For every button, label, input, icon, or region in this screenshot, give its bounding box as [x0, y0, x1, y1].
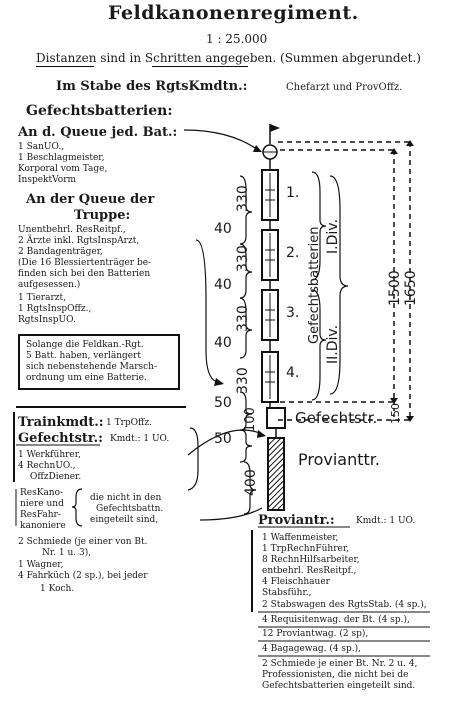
proviant-staff: Kmdt.: 1 UO. [356, 516, 416, 526]
proviant-line: 2 Schmiede je einer Bt. Nr. 2 u. 4, [262, 659, 418, 669]
note-line: sich nebenstehende Marsch- [26, 362, 158, 372]
battery-4 [262, 352, 278, 402]
queue-truppe-line: 2 Ärzte inkl. RgtsInspArzt, [18, 236, 140, 246]
group-label: Gefechtsbatterien [307, 226, 322, 344]
proviant-line: entbehrl. ResReitpf., [262, 566, 357, 576]
queue-bat-line: 1 SanUO., [18, 142, 65, 152]
battery-3 [262, 290, 278, 340]
brace-right-line: eingeteilt sind, [90, 515, 159, 525]
battery-length-label: 330 [235, 367, 251, 394]
queue-truppe-line: 1 RgtsInspOffz., [18, 304, 92, 314]
train-line: 4 RechnUO., [18, 461, 76, 471]
brace-left-line: kanoniere [20, 521, 66, 531]
distance-150: 150 [389, 403, 402, 424]
train-line2: Nr. 1 u. 3), [42, 548, 92, 558]
proviant-heading: Proviantr.: [258, 513, 335, 528]
distance-1500: 1500 [387, 270, 403, 306]
brace-right-line: die nicht in den [90, 493, 162, 503]
queue-bat-line: InspektVorm [18, 175, 77, 185]
gefechtstr-staff: Kmdt.: 1 UO. [110, 434, 170, 444]
page-title: Feldkanonenregiment. [108, 2, 359, 24]
proviant-line: 8 RechnHilfsarbeiter, [262, 555, 360, 565]
proviant-line: 1 TrpRechnFührer, [262, 544, 350, 554]
queue-truppe-line: 2 Bandagenträger, [18, 247, 103, 257]
note-line: ordnung um eine Batterie. [26, 373, 147, 383]
battery-number: 2. [286, 245, 300, 261]
battery-length-label: 330 [235, 245, 251, 272]
flag-icon [270, 124, 280, 132]
train-line2: 4 Fahrküch (2 sp.), bei jeder [18, 571, 148, 581]
stab-staff: Chefarzt und ProvOffz. [286, 82, 403, 93]
queue-truppe-line: aufgesessen.) [18, 280, 81, 290]
proviant-line: 4 Bagagewag. (4 sp.), [262, 644, 362, 654]
train-line2: 1 Koch. [40, 584, 75, 594]
queue-truppe-line: (Die 16 Blessiertenträger be- [18, 258, 152, 268]
train-line2: 1 Wagner, [18, 560, 64, 570]
queue-truppe-heading: An der Queue der [26, 192, 155, 207]
gap-label: 40 [214, 335, 232, 351]
battery-number: 1. [286, 185, 300, 201]
gefechtstr-length: 100 [243, 407, 258, 432]
brace-right-line: Gefechtsbattn. [96, 504, 164, 514]
proviant-label: Provianttr. [298, 450, 380, 469]
gap-label: 50 [214, 395, 232, 411]
div2-label: II.Div. [325, 324, 341, 364]
queue-truppe-line: 1 Tierarzt, [18, 293, 66, 303]
queue-bat-heading: An d. Queue jed. Bat.: [18, 125, 178, 140]
gap-label: 50 [214, 431, 232, 447]
proviant-line: 1 Waffenmeister, [262, 533, 339, 543]
train-line: OffzDiener. [30, 472, 82, 482]
proviant-line: 2 Stabswagen des RgtsStab. (4 sp.), [262, 600, 427, 610]
gap-label: 40 [214, 221, 232, 237]
proviant-line: Professionisten, die nicht bei de [262, 670, 409, 680]
note-line: 5 Batt. haben, verlängert [26, 351, 142, 361]
gefechtstr-label: Gefechtstr. [295, 409, 378, 427]
battery-number: 4. [286, 365, 300, 381]
proviant-line: Gefechtsbatterien eingeteilt sind. [262, 681, 416, 691]
trainkmdt-staff: 1 TrpOffz. [106, 418, 153, 428]
proviant-line: 4 Fleischhauer [262, 577, 330, 587]
queue-truppe-line: finden sich bei den Batterien [18, 269, 151, 279]
gap-label: 40 [214, 277, 232, 293]
proviant-block [268, 438, 284, 510]
train-line2: 2 Schmiede (je einer von Bt. [18, 537, 148, 547]
queue-truppe-heading-2: Truppe: [74, 208, 131, 223]
gefechtstr-block [267, 408, 285, 428]
battery-2 [262, 230, 278, 280]
brace-left-line: ResKano- [20, 488, 64, 498]
subtitle: Distanzen sind in Schritten angegeben. (Summen abgerundet.) [36, 51, 421, 65]
queue-bat-line: 1 Beschlagmeister, [18, 153, 105, 163]
battery-1 [262, 170, 278, 220]
distance-1650: 1650 [403, 270, 419, 306]
train-line: 1 Werkführer, [18, 450, 81, 460]
stab-heading: Im Stabe des RgtsKmdtn.: [56, 79, 248, 94]
gefechtsbatterien-heading: Gefechtsbatterien: [26, 103, 173, 119]
queue-bat-line: Korporal vom Tage, [18, 164, 108, 174]
proviant-line: 12 Proviantwag. (2 sp), [262, 629, 369, 639]
battery-number: 3. [286, 305, 300, 321]
proviant-line: Stabsführ., [262, 588, 312, 598]
note-line: Solange die Feldkan.-Rgt. [26, 340, 144, 350]
brace-left-line: ResFahr- [20, 510, 61, 520]
brace-left-line: niere und [20, 499, 64, 509]
battery-length-label: 330 [235, 305, 251, 332]
battery-length-label: 330 [235, 185, 251, 212]
queue-truppe-line: Unentbehrl. ResReitpf., [18, 225, 126, 235]
div1-label: I.Div. [325, 219, 341, 254]
proviant-line: 4 Requisitenwag. der Bt. (4 sp.), [262, 615, 410, 625]
gefechtstr-heading: Gefechtstr.: [18, 431, 103, 446]
scale-label: 1 : 25.000 [206, 32, 268, 46]
proviant-length: 400 [243, 469, 259, 496]
trainkmdt-heading: Trainkmdt.: [18, 415, 104, 430]
queue-truppe-line: RgtsInspUO. [18, 315, 76, 325]
